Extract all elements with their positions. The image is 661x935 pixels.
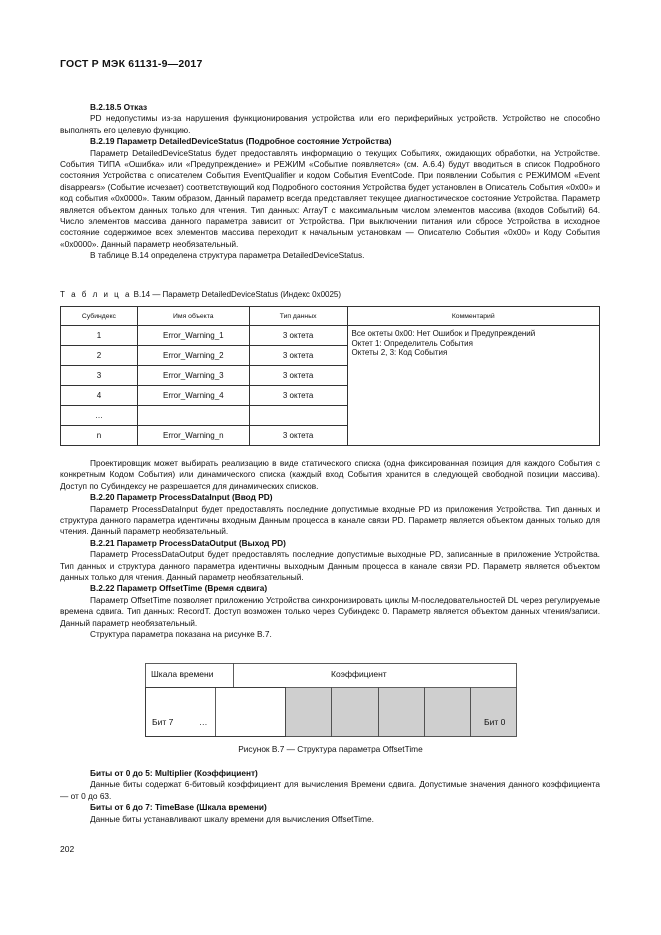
section-bit-descriptions — [60, 768, 600, 825]
cell-object-name — [137, 406, 249, 426]
paragraph: Проектировщик может выбирать реализацию в виде статического списка (одна фиксированная позиция для каждого События с конкретным Кодом События) или динамического списка (каждый вход События хранится в следующей свободной позиции массива). Доступ по Субиндексу не разрешается для динамических списков. — [60, 458, 600, 491]
paragraph: Параметр DetailedDeviceStatus будет предоставлять информацию о текущих Событиях, ожидающих обработки, на Устройстве. События ТИПА «Ошибка» или «Предупреждение» и РЕЖИМ «Событие появляется» (см. А.6.4) будут вводиться в список Подробного состояния Устройства с описателем События EventQualifier и кодом События EventCode. При появлении События с РЕЖИМОМ «Event disappears» (Событие исчезает) соответствующий код Подробного состояния Устройства будет установлен в Описатель События «0x00» и код события «0x0000». Таким образом, Данный параметр всегда представляет текущее диагностическое состояние Устройства. Параметр является объектом данных только для чтения. Тип данных: ArrayT с максимальным числом элементов массива (входов Событий) 64. Число элементов массива данного параметра зависит от Устройства. При выключении питания или сбросе Устройства в исходное состояние содержимое всех элементов массива переходит к начальным установкам — Описателю События «0x00» и Коду События «0x0000». Данный параметр необязательный. — [60, 147, 600, 249]
table-caption — [60, 290, 341, 299]
cell-data-type: 3 октета — [249, 426, 347, 446]
col-header-subindex: Субиндекс — [61, 307, 138, 326]
bit0-label: Бит 0 — [484, 717, 506, 727]
paragraph: Параметр ProcessDataInput будет предоставлять последние допустимые входные PD из приложения Устройства. Тип данных и структура данного параметра идентичны входным Данным процесса в канале связи PD. Параметр является объектом данных только для чтения. Данный параметр необязательный. — [60, 503, 600, 537]
paragraph: В таблице В.14 определена структура параметра DetailedDeviceStatus. — [90, 250, 365, 261]
paragraph: Параметр OffsetTime позволяет приложению Устройства синхронизировать циклы М-последовательностей DL через регулируемые времена сдвига. Тип данных: RecordT. Доступ возможен только через Субиндекс 0. Параметр является объектом данных чтения/записи. Данный параметр необязательный. — [60, 594, 600, 628]
document-header: ГОСТ Р МЭК 61131-9—2017 — [60, 58, 203, 70]
multiplier-bit-cells — [286, 688, 517, 737]
cell-object-name: Error_Warning_1 — [137, 326, 249, 346]
section-b2-20-b2-22 — [60, 458, 600, 641]
paragraph: Данные биты устанавливают шкалу времени для вычисления OffsetTime. — [90, 813, 374, 824]
cell-subindex: 1 — [61, 326, 138, 346]
page-number: 202 — [60, 844, 75, 854]
section-heading: B.2.19 Параметр DetailedDeviceStatus (Подробное состояние Устройства) — [90, 136, 392, 147]
table-row — [61, 326, 600, 346]
cell-subindex: 3 — [61, 366, 138, 386]
cell-subindex: … — [61, 406, 138, 426]
col-header-object-name: Имя объекта — [137, 307, 249, 326]
section-heading: B.2.18.5 Отказ — [90, 102, 148, 112]
cell-data-type: 3 октета — [249, 366, 347, 386]
cell-data-type: 3 октета — [249, 386, 347, 406]
section-heading: B.2.20 Параметр ProcessDataInput (Ввод PD) — [90, 492, 273, 503]
comment-line: Все октеты 0x00: Нет Ошибок и Предупреждений — [351, 329, 536, 338]
cell-object-name: Error_Warning_n — [137, 426, 249, 446]
cell-comment — [347, 326, 600, 446]
cell-object-name: Error_Warning_3 — [137, 366, 249, 386]
section-heading: B.2.22 Параметр OffsetTime (Время сдвига) — [90, 583, 268, 594]
table-caption-prefix: Т а б л и ц а — [60, 290, 132, 299]
bit7-label: Бит 7 — [152, 717, 174, 727]
multiplier-label: Коэффициент — [331, 669, 387, 679]
table-caption-title: B.14 — Параметр DetailedDeviceStatus (Индекс 0x0025) — [131, 290, 342, 299]
comment-line: Октет 1: Определитель События — [351, 338, 473, 348]
cell-object-name: Error_Warning_2 — [137, 346, 249, 366]
offsettime-structure-figure — [145, 663, 517, 737]
table-header-row — [61, 307, 600, 326]
cell-subindex: 4 — [61, 386, 138, 406]
cell-data-type — [249, 406, 347, 426]
paragraph: Параметр ProcessDataOutput будет предоставлять последние допустимые выходные PD, записанные в приложение Устройства. Тип данных и структура данного параметра идентичны выходным Данным процесса в канале связи PD. Параметр является объектом данных только для чтения. Данный параметр необязательный. — [60, 549, 600, 583]
comment-line: Октеты 2, 3: Код События — [351, 348, 448, 357]
multiplier-bit-area — [286, 688, 517, 737]
detailed-device-status-table — [60, 306, 600, 446]
paragraph: PD недопустимы из-за нарушения функционирования устройства или его периферийных устройств. Устройство не способно выполнять его целевую функцию. — [60, 113, 600, 135]
cell-subindex: n — [61, 426, 138, 446]
col-header-comment: Комментарий — [347, 307, 600, 326]
paragraph: Данные биты содержат 6-битовый коэффициент для вычисления Времени сдвига. Допустимые значения данного коэффициента — от 0 до 63. — [60, 779, 600, 801]
cell-subindex: 2 — [61, 346, 138, 366]
section-heading: Биты от 0 до 5: Multiplier (Коэффициент) — [90, 768, 258, 778]
cell-data-type: 3 октета — [249, 326, 347, 346]
paragraph: Структура параметра показана на рисунке В.7. — [90, 629, 272, 640]
section-heading: Биты от 6 до 7: TimeBase (Шкала времени) — [90, 802, 267, 813]
cell-data-type: 3 октета — [249, 346, 347, 366]
section-b2-18-5-b2-19 — [60, 102, 600, 262]
section-heading: B.2.21 Параметр ProcessDataOutput (Выход PD) — [90, 537, 286, 548]
col-header-data-type: Тип данных — [249, 307, 347, 326]
bit-ellipsis-label: … — [199, 717, 208, 727]
timebase-label: Шкала времени — [151, 669, 214, 679]
figure-caption: Рисунок В.7 — Структура параметра OffsetTime — [238, 744, 423, 754]
cell-object-name: Error_Warning_4 — [137, 386, 249, 406]
